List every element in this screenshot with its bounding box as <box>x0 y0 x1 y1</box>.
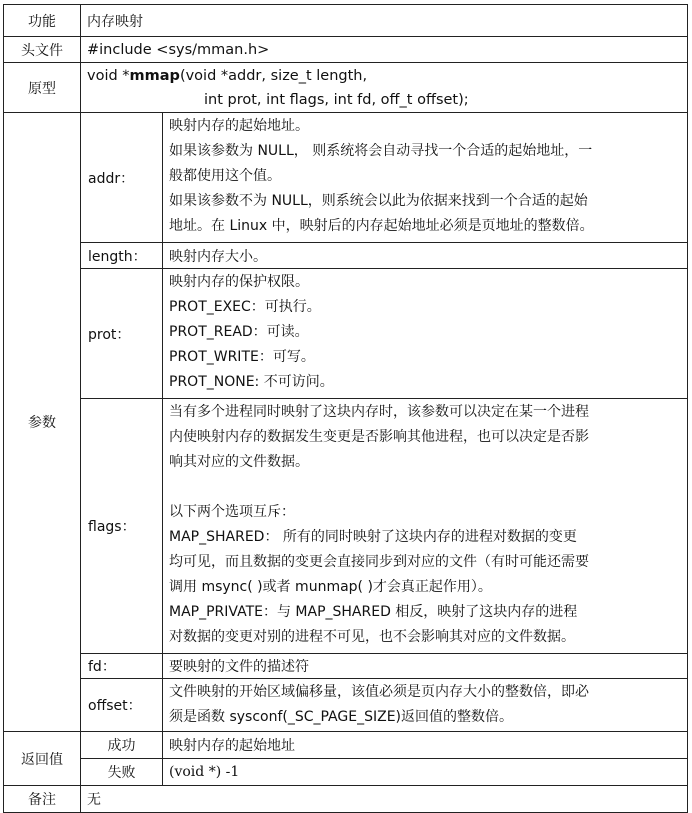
prot-line: PROT_READ：可读。 <box>169 324 309 340</box>
flags-line: 当有多个进程同时映射了这块内存时，该参数可以决定在某一个进程 <box>169 404 589 420</box>
return-success-label: 成功 <box>81 732 163 759</box>
flags-line: 以下两个选项互斥： <box>169 504 295 520</box>
flags-line: 对数据的变更对别的进程不可见，也不会影响其对应的文件数据。 <box>169 629 575 645</box>
params-label: 参数 <box>4 113 81 732</box>
prototype-function-name: mmap <box>129 67 180 84</box>
param-length-desc: 映射内存大小。 <box>163 243 688 269</box>
header-label: 头文件 <box>4 37 81 63</box>
param-fd-name: fd： <box>81 654 163 679</box>
header-value: #include <sys/mman.h> <box>81 37 688 63</box>
offset-line: 文件映射的开始区域偏移量，该值必须是页内存大小的整数倍，即必 <box>169 684 589 700</box>
return-label: 返回值 <box>4 732 81 786</box>
flags-line: 响其对应的文件数据。 <box>169 454 309 470</box>
param-prot-name: prot： <box>81 269 163 399</box>
mmap-reference-table <box>3 4 688 813</box>
return-success-value: 映射内存的起始地址 <box>163 732 688 759</box>
prototype-line-1 <box>87 64 687 88</box>
param-addr-desc <box>163 113 688 243</box>
prototype-return-type: void * <box>87 67 130 84</box>
param-prot-desc <box>163 269 688 399</box>
addr-line: 如果该参数为 NULL， 则系统将会自动寻找一个合适的起始地址，一 <box>169 143 593 159</box>
param-fd-desc: 要映射的文件的描述符 <box>163 654 688 679</box>
flags-line: MAP_SHARED： 所有的同时映射了这块内存的进程对数据的变更 <box>169 529 577 545</box>
prototype-value <box>81 63 688 113</box>
addr-line: 映射内存的起始地址。 <box>169 118 309 134</box>
remarks-value: 无 <box>81 786 688 813</box>
return-failure-value: (void *) -1 <box>163 759 688 786</box>
function-value: 内存映射 <box>81 5 688 37</box>
param-flags-name: flags： <box>81 399 163 654</box>
function-label: 功能 <box>4 5 81 37</box>
prot-line: PROT_EXEC：可执行。 <box>169 299 321 315</box>
addr-line: 地址。在 Linux 中，映射后的内存起始地址必须是页地址的整数倍。 <box>169 218 594 234</box>
flags-line-blank <box>169 475 681 500</box>
prot-line: PROT_NONE: 不可访问。 <box>169 374 334 390</box>
prototype-args-1: (void *addr, size_t length, <box>179 67 368 84</box>
flags-line: 内使映射内存的数据发生变更是否影响其他进程，也可以决定是否影 <box>169 429 589 445</box>
prot-line: PROT_WRITE：可写。 <box>169 349 315 365</box>
return-failure-label: 失败 <box>81 759 163 786</box>
param-offset-desc <box>163 679 688 732</box>
offset-line: 须是函数 sysconf(_SC_PAGE_SIZE)返回值的整数倍。 <box>169 709 513 725</box>
remarks-label: 备注 <box>4 786 81 813</box>
prototype-line-2: int prot, int flags, int fd, off_t offset); <box>204 91 469 108</box>
flags-line: 均可见，而且数据的变更会直接同步到对应的文件（有时可能还需要 <box>169 554 589 570</box>
prot-line: 映射内存的保护权限。 <box>169 274 309 290</box>
addr-line: 如果该参数不为 NULL，则系统会以此为依据来找到一个合适的起始 <box>169 193 588 209</box>
flags-line: MAP_PRIVATE：与 MAP_SHARED 相反，映射了这块内存的进程 <box>169 604 578 620</box>
param-offset-name: offset： <box>81 679 163 732</box>
param-length-name: length： <box>81 243 163 269</box>
prototype-label: 原型 <box>4 63 81 113</box>
flags-line: 调用 msync( )或者 munmap( )才会真正起作用）。 <box>169 579 492 595</box>
addr-line: 般都使用这个值。 <box>169 168 281 184</box>
param-addr-name: addr： <box>81 113 163 243</box>
param-flags-desc <box>163 399 688 654</box>
